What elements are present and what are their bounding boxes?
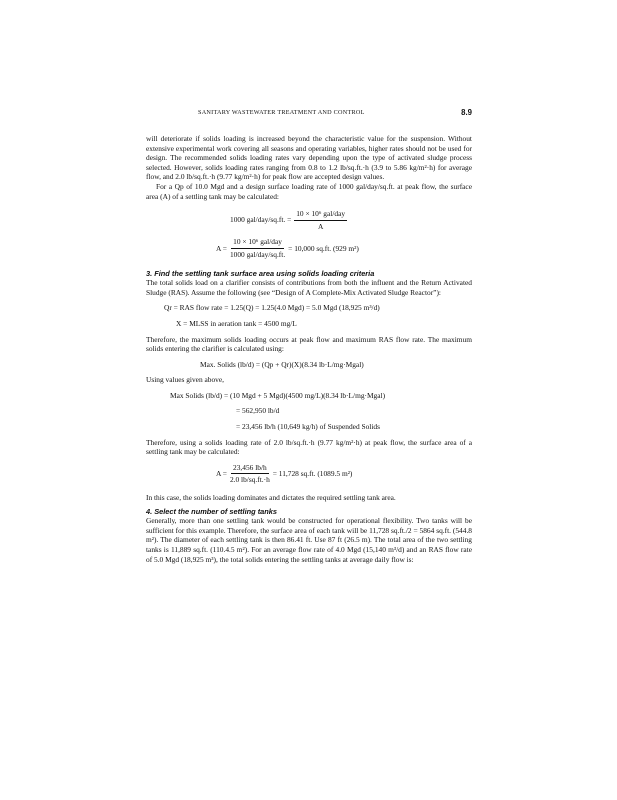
max-solids-calc-2: = 562,950 lb/d [236,406,280,416]
section-3-paragraph-2: Therefore, the maximum solids loading occurs at peak flow and maximum RAS flow rate. The maximum solids entering the clarifier is calculated using: [146,334,472,354]
section-4-heading: 4. Select the number of settling tanks [146,506,278,516]
eq2-result: = 10,000 sq.ft. (929 m²) [288,243,359,253]
eq1-denominator: A [317,221,324,231]
eq3-lhs: A = [216,469,227,479]
section-3-paragraph-3: Therefore, using a solids loading rate of 2.0 lb/sq.ft.·h (9.77 kg/m²·h) at peak flow, the surface area of a settling tank may be calculated: [146,437,472,457]
max-solids-calc-3: = 23,456 lb/h (10,649 kg/h) of Suspended Solids [236,422,380,432]
eq3-fraction [230,463,270,485]
page-number: 8.9 [461,108,472,117]
section-3-heading: 3. Find the settling tank surface area using solids loading criteria [146,268,375,278]
intro-paragraph-2: For a Qp of 10.0 Mgd and a design surface loading rate of 1000 gal/day/sq.ft. at peak flow, the surface area (A) of a settling tank may be calculated: [146,181,472,201]
max-solids-calc-1: Max Solids (lb/d) = (10 Mgd + 5 Mgd)(4500 mg/L)(8.34 lb·L/mg·Mgal) [170,390,386,400]
equation-area-flow [146,237,472,259]
eq3-denominator: 2.0 lb/sq.ft.·h [229,475,270,485]
section-3-paragraph: The total solids load on a clarifier consists of contributions from both the influent and the Return Activated Sludge (RAS). Assume the following (see “Design of A Complete-Mix Activated Sludge Reactor”): [146,278,472,297]
eq1-fraction [294,209,347,231]
running-header [146,108,472,120]
qr-definition: Qr = RAS flow rate = 1.25(Q) = 1.25(4.0 Mgd) = 5.0 Mgd (18,925 m³/d) [164,303,380,313]
max-solids-equation: Max. Solids (lb/d) = (Qp + Qr)(X)(8.34 lb·L/mg·Mgal) [200,359,364,369]
using-values-text: Using values given above, [146,375,224,385]
eq3-result: = 11,728 sq.ft. (1089.5 m²) [272,469,353,479]
eq2-denominator: 1000 gal/day/sq.ft. [229,249,286,259]
eq1-numerator: 10 × 10⁶ gal/day [294,209,347,221]
eq2-numerator: 10 × 10⁶ gal/day [231,237,284,249]
eq1-lhs: 1000 gal/day/sq.ft. = [230,215,292,225]
header-title: SANITARY WASTEWATER TREATMENT AND CONTROL [198,109,365,116]
section-3-paragraph-4: In this case, the solids loading dominates and dictates the required settling tank area. [146,493,396,503]
section-4-paragraph: Generally, more than one settling tank would be constructed for operational flexibility. Two tanks will be sufficient for this example. Therefore, the surface area of each tank will be 11,728 sq.ft./2 = 5864 sq.ft. (544.8 m²). The diameter of each settling tank is then 86.41 ft. Use 87 ft (26.5 m). The total area of the two settling tanks is 11,889 sq.ft. (110.4.5 m²). For an average flow rate of 4.0 Mgd (15,140 m³/d) and an RAS flow rate of 5.0 Mgd (18,925 m³), the total solids entering the settling tanks at average daily flow is: [146,516,472,564]
eq2-lhs: A = [216,243,227,253]
equation-area-solids [146,463,472,485]
intro-paragraph-1: will deteriorate if solids loading is increased beyond the characteristic value for the suspension. Without extensive experimental work covering all seasons and operating variables, higher rates should not be used for design. The recommended solids loading rates vary depending upon the type of activated sludge process selected. However, solids loading rates ranging from 0.8 to 1.2 lb/sq.ft.·h (3.9 to 5.86 kg/m²·h) for average flow, and 2.0 lb/sq.ft.·h (9.77 kg/m²·h) for peak flow are accepted design values. [146,134,472,182]
eq3-numerator: 23,456 lb/h [231,463,269,475]
x-definition: X = MLSS in aeration tank = 4500 mg/L [176,318,297,328]
eq2-fraction [230,237,285,259]
document-page [146,108,472,564]
equation-surface-loading [146,209,472,231]
